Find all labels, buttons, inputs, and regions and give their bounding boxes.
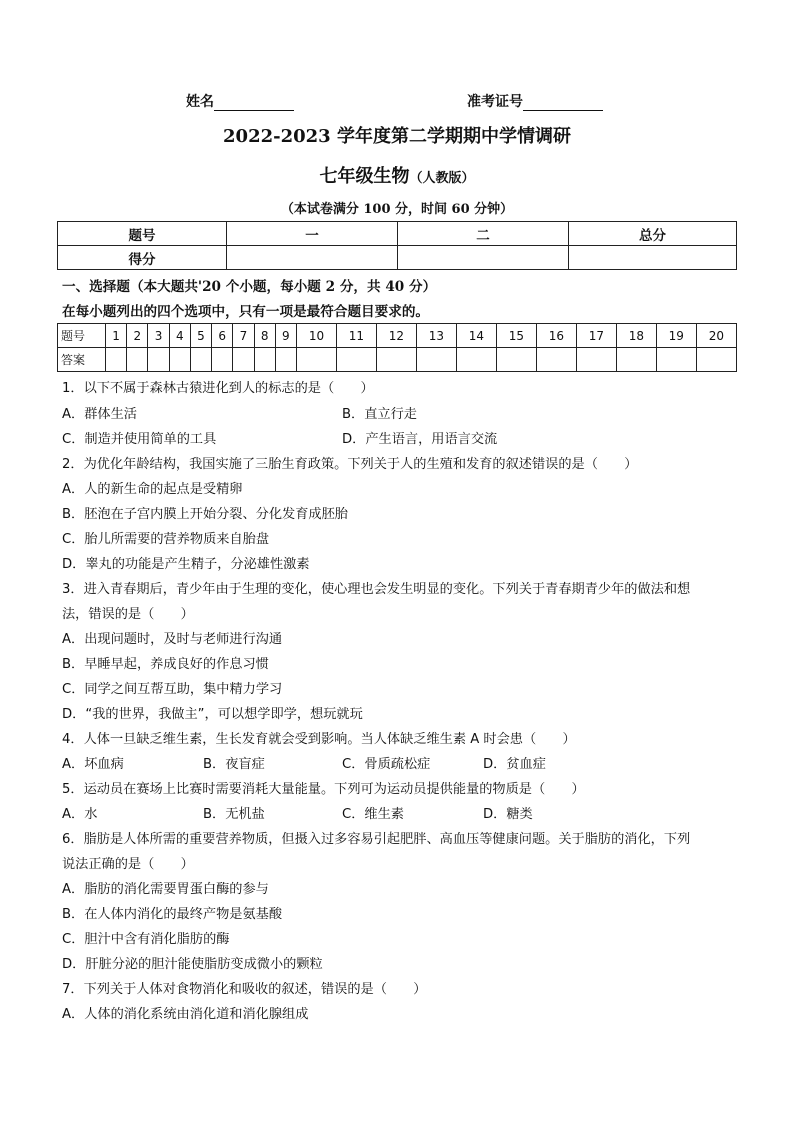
option: D．“我的世界，我做主”，可以想学即学，想玩就玩: [62, 707, 363, 722]
answer-table-label: 答案: [58, 348, 106, 372]
option: A．坏血病: [62, 757, 124, 772]
option: A．人体的消化系统由消化道和消化腺组成: [62, 1007, 309, 1022]
score-cell: [398, 246, 569, 270]
option: C．胆汁中含有消化脂肪的酶: [62, 932, 230, 947]
option: A．脂肪的消化需要胃蛋白酶的参与: [62, 882, 269, 897]
score-table-header-row: [58, 222, 737, 246]
option: B．无机盐: [203, 807, 265, 822]
question-number-cell: 2: [127, 324, 148, 348]
question-number-cell: 12: [376, 324, 416, 348]
question-stem: 7．下列关于人体对食物消化和吸收的叙述，错误的是（ ）: [62, 982, 427, 997]
answer-cell: [616, 348, 656, 372]
option: D．肝脏分泌的胆汁能使脂肪变成微小的颗粒: [62, 957, 323, 972]
exam-no-field: [467, 91, 603, 111]
edition-text: （人教版）: [409, 171, 475, 186]
score-table-row: [58, 246, 737, 270]
option: B．胚泡在子宫内膜上开始分裂、分化发育成胚胎: [62, 507, 348, 522]
name-field: [186, 91, 294, 111]
page-title: 2022-2023 学年度第二学期期中学情调研: [223, 126, 571, 147]
score-header-cell: 题号: [58, 222, 227, 246]
answer-table: [57, 323, 737, 372]
question-number-cell: 5: [190, 324, 211, 348]
answer-cell: [456, 348, 496, 372]
question-number-cell: 19: [656, 324, 696, 348]
question-number-cell: 14: [456, 324, 496, 348]
exam-no-label: 准考证号: [467, 94, 523, 110]
score-header-cell: 二: [398, 222, 569, 246]
exam-info: （本试卷满分 100 分，时间 60 分钟）: [280, 202, 514, 217]
question-number-cell: 7: [233, 324, 254, 348]
section1-instruction: 在每小题列出的四个选项中，只有一项是最符合题目要求的。: [62, 304, 430, 320]
question-number-cell: 16: [536, 324, 576, 348]
option: C．骨质疏松症: [342, 757, 431, 772]
option: C．胎儿所需要的营养物质来自胎盘: [62, 532, 270, 547]
question-stem: 4．人体一旦缺乏维生素，生长发育就会受到影响。当人体缺乏维生素 A 时会患（ ）: [62, 732, 576, 747]
answer-table-label: 题号: [58, 324, 106, 348]
question-stem: 6．脂肪是人体所需的重要营养物质，但摄入过多容易引起肥胖、高血压等健康问题。关于脂肪的消化，下列: [62, 832, 691, 847]
answer-cell: [212, 348, 233, 372]
score-row-label: 得分: [58, 246, 227, 270]
question-number-cell: 17: [576, 324, 616, 348]
answer-cell: [536, 348, 576, 372]
question-stem-cont: 说法正确的是（ ）: [62, 857, 194, 872]
answer-cell: [190, 348, 211, 372]
question-stem: 1．以下不属于森林古猿进化到人的标志的是（ ）: [62, 381, 374, 396]
option: C．制造并使用简单的工具: [62, 432, 217, 447]
option: A．水: [62, 807, 98, 822]
question-number-cell: 10: [296, 324, 336, 348]
option: C．同学之间互帮互助，集中精力学习: [62, 682, 283, 697]
answer-cell: [336, 348, 376, 372]
question-number-cell: 6: [212, 324, 233, 348]
option: A．群体生活: [62, 407, 137, 422]
option: C．维生素: [342, 807, 404, 822]
option: D．糖类: [483, 807, 533, 822]
answer-table-answer-row: [58, 348, 737, 372]
answer-cell: [696, 348, 736, 372]
question-number-cell: 4: [169, 324, 190, 348]
name-label: 姓名: [186, 94, 214, 110]
answer-cell: [656, 348, 696, 372]
option: B．早睡早起，养成良好的作息习惯: [62, 657, 269, 672]
answer-cell: [127, 348, 148, 372]
option: A．出现问题时，及时与老师进行沟通: [62, 632, 283, 647]
option: B．直立行走: [342, 407, 417, 422]
question-number-cell: 20: [696, 324, 736, 348]
option: B．在人体内消化的最终产物是氨基酸: [62, 907, 283, 922]
section1-title: 一、选择题（本大题共'20 个小题，每小题 2 分，共 40 分）: [62, 279, 437, 295]
answer-cell: [148, 348, 169, 372]
answer-cell: [376, 348, 416, 372]
answer-cell: [496, 348, 536, 372]
answer-cell: [169, 348, 190, 372]
page-subtitle: [0, 162, 794, 188]
question-number-cell: 3: [148, 324, 169, 348]
answer-cell: [296, 348, 336, 372]
answer-cell: [576, 348, 616, 372]
question-stem-cont: 法，错误的是（ ）: [62, 607, 194, 622]
question-number-cell: 1: [106, 324, 127, 348]
question-stem: 2．为优化年龄结构，我国实施了三胎生育政策。下列关于人的生殖和发育的叙述错误的是（ ）: [62, 457, 638, 472]
name-blank: [214, 96, 294, 111]
option: A．人的新生命的起点是受精卵: [62, 482, 243, 497]
answer-cell: [416, 348, 456, 372]
option: D．产生语言，用语言交流: [342, 432, 498, 447]
score-cell: [227, 246, 398, 270]
question-number-cell: 15: [496, 324, 536, 348]
score-table: [57, 221, 737, 270]
question-number-cell: 8: [254, 324, 275, 348]
answer-cell: [254, 348, 275, 372]
question-number-cell: 11: [336, 324, 376, 348]
question-stem: 5．运动员在赛场上比赛时需要消耗大量能量。下列可为运动员提供能量的物质是（ ）: [62, 782, 585, 797]
answer-table-number-row: [58, 324, 737, 348]
score-header-cell: 一: [227, 222, 398, 246]
answer-cell: [106, 348, 127, 372]
question-number-cell: 13: [416, 324, 456, 348]
option: B．夜盲症: [203, 757, 265, 772]
option: D．睾丸的功能是产生精子，分泌雄性激素: [62, 557, 310, 572]
subtitle-text: 七年级生物: [319, 166, 410, 187]
answer-cell: [275, 348, 296, 372]
question-number-cell: 18: [616, 324, 656, 348]
score-cell: [569, 246, 737, 270]
question-stem: 3．进入青春期后，青少年由于生理的变化，使心理也会发生明显的变化。下列关于青春期青少年的做法和想: [62, 582, 691, 597]
exam-no-blank: [523, 96, 603, 111]
score-header-cell: 总分: [569, 222, 737, 246]
option: D．贫血症: [483, 757, 546, 772]
question-number-cell: 9: [275, 324, 296, 348]
answer-cell: [233, 348, 254, 372]
